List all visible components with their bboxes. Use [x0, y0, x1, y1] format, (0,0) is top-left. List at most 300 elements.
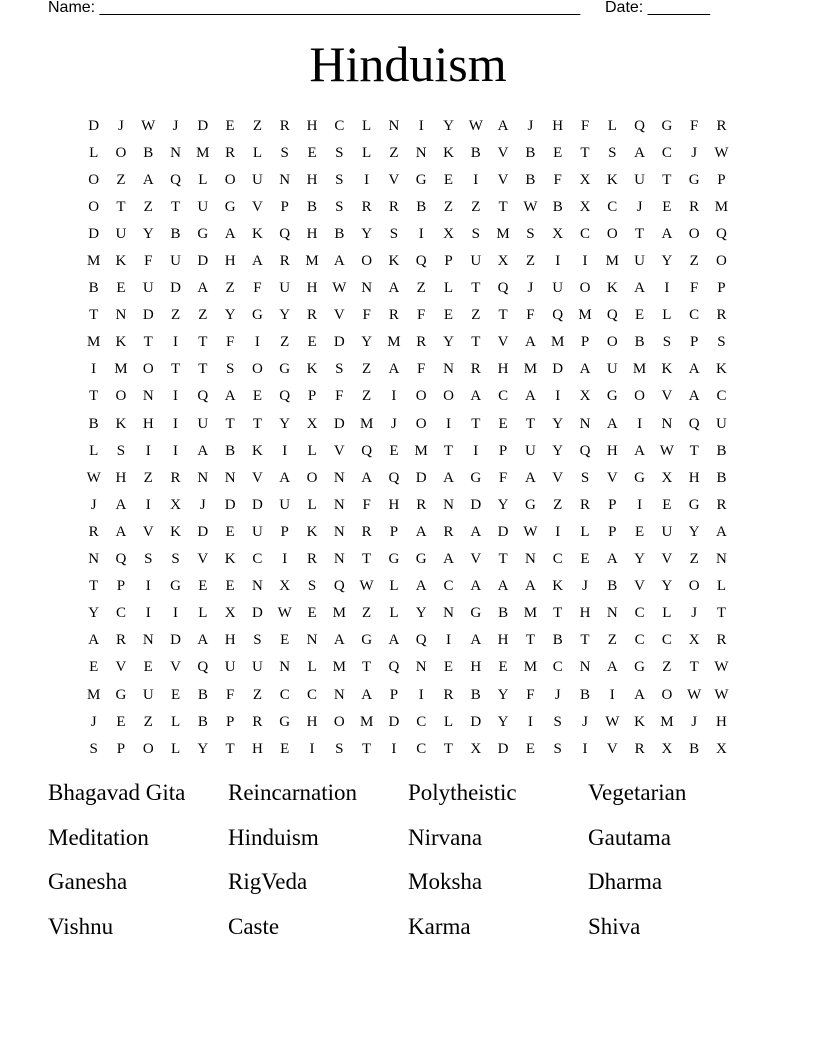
word-bank	[48, 778, 788, 956]
grid-letter: T	[471, 415, 481, 432]
grid-letter: A	[470, 523, 482, 540]
grid-letter: L	[89, 144, 99, 161]
grid-letter: B	[88, 280, 99, 297]
grid-letter: E	[498, 659, 508, 676]
grid-letter: R	[388, 307, 399, 324]
grid-letter: I	[418, 225, 424, 242]
grid-letter: P	[389, 523, 399, 540]
grid-letter: Z	[389, 144, 399, 161]
grid-letter: B	[334, 225, 345, 242]
grid-letter: W	[523, 523, 538, 540]
grid-letter: I	[145, 578, 151, 595]
grid-letter: W	[332, 280, 347, 297]
grid-letter: A	[115, 523, 127, 540]
grid-letter: N	[524, 551, 536, 568]
grid-letter: N	[333, 523, 345, 540]
grid-letter: K	[170, 523, 181, 540]
grid-letter: B	[716, 469, 727, 486]
grid-letter: R	[279, 117, 290, 134]
grid-letter: L	[443, 280, 454, 297]
grid-letter: E	[280, 632, 290, 649]
grid-letter: K	[716, 361, 727, 378]
grid-letter: N	[142, 632, 154, 649]
grid-letter: X	[170, 496, 181, 513]
grid-letter: E	[252, 388, 263, 405]
grid-letter: A	[142, 171, 154, 188]
grid-letter: U	[634, 253, 645, 270]
grid-row	[80, 410, 740, 437]
grid-letter: H	[252, 740, 263, 757]
grid-letter: T	[498, 198, 508, 215]
grid-letter: R	[416, 496, 427, 513]
grid-letter: Y	[497, 686, 509, 703]
grid-letter: S	[307, 578, 317, 595]
grid-letter: V	[333, 442, 345, 459]
grid-letter: V	[552, 469, 564, 486]
grid-letter: I	[418, 117, 424, 134]
grid-row	[80, 193, 740, 220]
grid-letter: Q	[415, 632, 427, 649]
grid-letter: C	[634, 632, 645, 649]
grid-letter: N	[443, 361, 454, 378]
grid-letter: G	[197, 225, 209, 242]
grid-letter: H	[552, 117, 564, 134]
grid-letter: G	[634, 659, 645, 676]
grid-letter: S	[662, 334, 672, 351]
grid-letter: O	[361, 253, 373, 270]
grid-letter: A	[443, 551, 454, 568]
grid-letter: W	[468, 117, 483, 134]
grid-letter: V	[497, 171, 509, 188]
grid-letter: V	[497, 334, 509, 351]
grid-letter: T	[443, 442, 454, 459]
grid-letter: A	[197, 442, 209, 459]
grid-letter: I	[254, 334, 260, 351]
grid-letter: O	[115, 388, 127, 405]
grid-letter: L	[716, 578, 727, 595]
grid-letter: C	[716, 388, 727, 405]
grid-letter: I	[173, 415, 179, 432]
grid-letter: C	[252, 551, 263, 568]
grid-letter: O	[415, 415, 427, 432]
grid-letter: R	[716, 496, 727, 513]
grid-letter: E	[307, 334, 317, 351]
grid-letter: D	[552, 361, 564, 378]
grid-letter: Z	[225, 280, 235, 297]
grid-letter: H	[606, 442, 618, 459]
grid-letter: H	[716, 713, 727, 730]
grid-letter: P	[225, 713, 235, 730]
grid-letter: N	[361, 280, 373, 297]
grid-letter: N	[142, 388, 154, 405]
grid-letter: Y	[552, 415, 564, 432]
grid-letter: E	[307, 144, 317, 161]
grid-letter: M	[332, 659, 346, 676]
grid-letter: C	[334, 117, 345, 134]
grid-letter: A	[388, 632, 400, 649]
grid-letter: W	[141, 117, 156, 134]
grid-letter: G	[279, 713, 291, 730]
grid-letter: L	[580, 523, 590, 540]
grid-letter: A	[252, 253, 263, 270]
grid-letter: P	[498, 442, 508, 459]
grid-letter: A	[470, 632, 482, 649]
grid-letter: Q	[606, 307, 618, 324]
grid-letter: M	[551, 334, 565, 351]
grid-letter: O	[606, 225, 618, 242]
grid-letter: W	[714, 659, 729, 676]
grid-letter: A	[606, 551, 618, 568]
grid-letter: Z	[280, 334, 290, 351]
grid-letter: Y	[361, 334, 373, 351]
grid-letter: X	[688, 632, 700, 649]
grid-letter: A	[115, 496, 127, 513]
grid-letter: B	[170, 225, 181, 242]
grid-letter: A	[634, 144, 645, 161]
grid-letter: U	[142, 686, 154, 703]
grid-letter: R	[716, 632, 727, 649]
grid-letter: G	[361, 632, 373, 649]
grid-letter: T	[362, 659, 372, 676]
grid-letter: I	[555, 523, 561, 540]
grid-letter: I	[173, 442, 179, 459]
grid-letter: U	[224, 659, 236, 676]
grid-letter: M	[359, 713, 374, 730]
grid-letter: Q	[115, 551, 127, 568]
grid-letter: J	[527, 117, 534, 134]
grid-letter: U	[170, 253, 181, 270]
word-bank-item: Ganesha	[48, 869, 128, 894]
grid-letter: Y	[661, 253, 673, 270]
grid-letter: F	[580, 117, 590, 134]
grid-letter: B	[552, 198, 563, 215]
grid-letter: D	[415, 469, 427, 486]
grid-letter: A	[197, 632, 209, 649]
grid-letter: Y	[497, 713, 509, 730]
grid-letter: E	[662, 198, 672, 215]
grid-letter: L	[362, 144, 372, 161]
grid-letter: S	[553, 740, 562, 757]
grid-letter: C	[661, 144, 672, 161]
grid-letter: I	[527, 713, 533, 730]
grid-letter: C	[579, 225, 590, 242]
grid-row	[80, 708, 740, 735]
grid-letter: S	[335, 171, 344, 188]
grid-letter: O	[224, 171, 236, 188]
grid-letter: F	[553, 171, 562, 188]
grid-letter: G	[224, 198, 236, 215]
grid-letter: F	[417, 307, 426, 324]
grid-letter: Z	[525, 253, 535, 270]
grid-letter: D	[333, 334, 345, 351]
grid-letter: A	[524, 469, 536, 486]
grid-row	[80, 112, 740, 139]
grid-letter: K	[115, 253, 127, 270]
grid-letter: R	[716, 307, 727, 324]
grid-letter: U	[197, 415, 209, 432]
grid-letter: Z	[362, 388, 372, 405]
grid-letter: Y	[443, 117, 454, 134]
grid-letter: E	[116, 713, 126, 730]
grid-letter: D	[197, 523, 209, 540]
grid-letter: K	[224, 551, 236, 568]
grid-letter: I	[473, 442, 479, 459]
word-bank-item: RigVeda	[228, 869, 308, 894]
grid-letter: E	[225, 523, 235, 540]
grid-letter: B	[197, 713, 208, 730]
grid-letter: D	[197, 253, 209, 270]
grid-letter: V	[333, 307, 345, 324]
grid-letter: D	[142, 307, 154, 324]
grid-letter: P	[717, 280, 726, 297]
grid-letter: G	[115, 686, 127, 703]
grid-letter: H	[306, 280, 318, 297]
header-fields	[48, 0, 748, 20]
grid-letter: J	[554, 686, 561, 703]
grid-row	[80, 302, 740, 329]
grid-letter: H	[142, 415, 154, 432]
grid-letter: X	[716, 740, 727, 757]
grid-letter: N	[115, 307, 127, 324]
grid-letter: S	[335, 144, 344, 161]
grid-letter: C	[115, 605, 126, 622]
grid-letter: N	[88, 551, 100, 568]
grid-letter: B	[552, 632, 563, 649]
grid-letter: O	[579, 280, 591, 297]
grid-letter: B	[634, 334, 645, 351]
grid-letter: I	[173, 334, 179, 351]
grid-letter: Y	[497, 496, 509, 513]
grid-letter: I	[364, 171, 370, 188]
grid-letter: T	[662, 171, 672, 188]
grid-letter: I	[446, 632, 451, 649]
grid-letter: F	[690, 280, 699, 297]
grid-letter: L	[170, 740, 181, 757]
grid-letter: F	[335, 388, 344, 405]
grid-letter: A	[606, 415, 618, 432]
grid-letter: M	[196, 144, 210, 161]
grid-letter: U	[552, 280, 564, 297]
grid-letter: X	[661, 469, 673, 486]
grid-letter: H	[115, 469, 127, 486]
grid-letter: N	[252, 578, 263, 595]
grid-letter: X	[306, 415, 318, 432]
grid-letter: M	[660, 713, 674, 730]
grid-letter: J	[90, 713, 97, 730]
grid-letter: U	[252, 523, 263, 540]
grid-letter: N	[333, 551, 345, 568]
grid-letter: J	[582, 578, 588, 595]
grid-letter: K	[252, 442, 263, 459]
word-bank-item: Bhagavad Gita	[48, 780, 186, 805]
grid-letter: X	[579, 198, 591, 215]
grid-letter: J	[172, 117, 179, 134]
grid-letter: I	[282, 551, 288, 568]
grid-letter: B	[225, 442, 236, 459]
grid-letter: E	[389, 442, 399, 459]
grid-letter: E	[580, 551, 590, 568]
grid-letter: D	[170, 280, 181, 297]
grid-letter: N	[606, 605, 618, 622]
grid-letter: Q	[634, 117, 645, 134]
grid-letter: T	[689, 442, 699, 459]
grid-letter: F	[526, 307, 535, 324]
grid-letter: A	[716, 523, 727, 540]
grid-letter: O	[88, 171, 100, 188]
grid-letter: A	[524, 578, 536, 595]
grid-letter: F	[253, 280, 262, 297]
grid-letter: Z	[143, 198, 153, 215]
grid-letter: V	[634, 578, 645, 595]
grid-letter: E	[443, 659, 454, 676]
grid-letter: M	[605, 253, 619, 270]
word-bank-item: Vishnu	[48, 913, 114, 939]
grid-letter: Q	[279, 225, 291, 242]
grid-letter: Z	[662, 659, 672, 676]
grid-letter: L	[389, 578, 399, 595]
grid-letter: A	[579, 361, 591, 378]
grid-letter: B	[470, 144, 481, 161]
grid-letter: F	[225, 686, 235, 703]
grid-letter: F	[690, 117, 699, 134]
grid-letter: I	[582, 740, 588, 757]
grid-row	[80, 356, 740, 383]
grid-letter: F	[526, 686, 535, 703]
grid-letter: P	[389, 686, 399, 703]
grid-letter: A	[634, 442, 645, 459]
grid-letter: T	[498, 307, 508, 324]
grid-letter: U	[279, 496, 291, 513]
grid-letter: N	[716, 551, 727, 568]
grid-letter: P	[280, 198, 289, 215]
grid-letter: M	[632, 361, 647, 378]
grid-letter: J	[636, 198, 643, 215]
word-bank-item: Vegetarian	[588, 780, 687, 805]
grid-letter: D	[497, 523, 509, 540]
grid-letter: T	[689, 659, 699, 676]
grid-letter: D	[470, 713, 482, 730]
grid-letter: Q	[716, 225, 727, 242]
grid-letter: E	[280, 740, 290, 757]
grid-letter: K	[661, 361, 673, 378]
grid-letter: Y	[279, 307, 291, 324]
grid-letter: I	[173, 388, 179, 405]
grid-letter: E	[662, 496, 672, 513]
grid-letter: I	[446, 415, 451, 432]
grid-letter: P	[608, 523, 617, 540]
grid-letter: Q	[497, 280, 509, 297]
grid-letter: K	[443, 144, 454, 161]
grid-letter: T	[525, 632, 535, 649]
grid-letter: M	[305, 253, 319, 270]
grid-letter: Z	[443, 198, 454, 215]
grid-letter: V	[252, 198, 263, 215]
grid-letter: V	[252, 469, 263, 486]
grid-letter: T	[225, 740, 235, 757]
grid-letter: T	[362, 740, 372, 757]
grid-row	[80, 464, 740, 491]
grid-letter: P	[116, 740, 126, 757]
word-bank-item: Gautama	[588, 824, 672, 850]
grid-letter: S	[717, 334, 726, 351]
grid-letter: N	[197, 469, 209, 486]
grid-letter: Y	[443, 334, 454, 351]
grid-letter: U	[115, 225, 127, 242]
grid-letter: D	[333, 415, 345, 432]
grid-letter: B	[607, 578, 618, 595]
grid-letter: U	[661, 523, 673, 540]
grid-letter: E	[443, 171, 454, 188]
grid-letter: X	[579, 171, 591, 188]
grid-letter: G	[279, 361, 291, 378]
grid-letter: N	[279, 171, 291, 188]
grid-letter: V	[606, 740, 618, 757]
grid-row	[80, 654, 740, 681]
grid-row	[80, 681, 740, 708]
grid-letter: O	[115, 144, 127, 161]
grid-letter: V	[497, 144, 509, 161]
grid-letter: G	[634, 469, 645, 486]
grid-letter: B	[307, 198, 318, 215]
grid-letter: C	[498, 388, 509, 405]
grid-row	[80, 627, 740, 654]
grid-letter: G	[688, 171, 700, 188]
grid-letter: H	[306, 117, 318, 134]
grid-letter: N	[388, 117, 400, 134]
grid-letter: F	[144, 253, 153, 270]
grid-letter: A	[634, 686, 645, 703]
grid-letter: C	[279, 686, 290, 703]
grid-letter: A	[361, 469, 373, 486]
grid-letter: O	[634, 388, 645, 405]
grid-letter: D	[224, 496, 236, 513]
grid-letter: U	[252, 659, 263, 676]
grid-letter: O	[415, 388, 427, 405]
grid-letter: I	[609, 686, 615, 703]
grid-letter: C	[689, 307, 700, 324]
grid-letter: U	[716, 415, 727, 432]
grid-letter: A	[688, 388, 700, 405]
grid-letter: K	[634, 713, 645, 730]
grid-letter: K	[388, 253, 400, 270]
grid-letter: B	[716, 442, 727, 459]
grid-letter: M	[523, 605, 538, 622]
word-search-grid	[80, 112, 740, 762]
grid-letter: A	[606, 659, 618, 676]
grid-letter: H	[224, 253, 236, 270]
grid-letter: Y	[552, 442, 564, 459]
grid-letter: U	[252, 171, 263, 188]
grid-letter: D	[470, 496, 482, 513]
grid-letter: A	[688, 361, 700, 378]
grid-letter: A	[224, 225, 236, 242]
grid-letter: X	[497, 253, 509, 270]
grid-letter: O	[252, 361, 263, 378]
grid-letter: A	[415, 523, 427, 540]
grid-letter: H	[470, 659, 482, 676]
grid-letter: H	[497, 632, 509, 649]
grid-letter: P	[280, 523, 289, 540]
grid-letter: I	[145, 496, 151, 513]
grid-letter: E	[170, 686, 181, 703]
grid-letter: K	[115, 415, 127, 432]
grid-letter: U	[524, 442, 536, 459]
grid-row	[80, 383, 740, 410]
grid-letter: D	[170, 632, 181, 649]
grid-letter: R	[225, 144, 236, 161]
grid-letter: R	[443, 686, 454, 703]
grid-letter: Z	[198, 307, 208, 324]
